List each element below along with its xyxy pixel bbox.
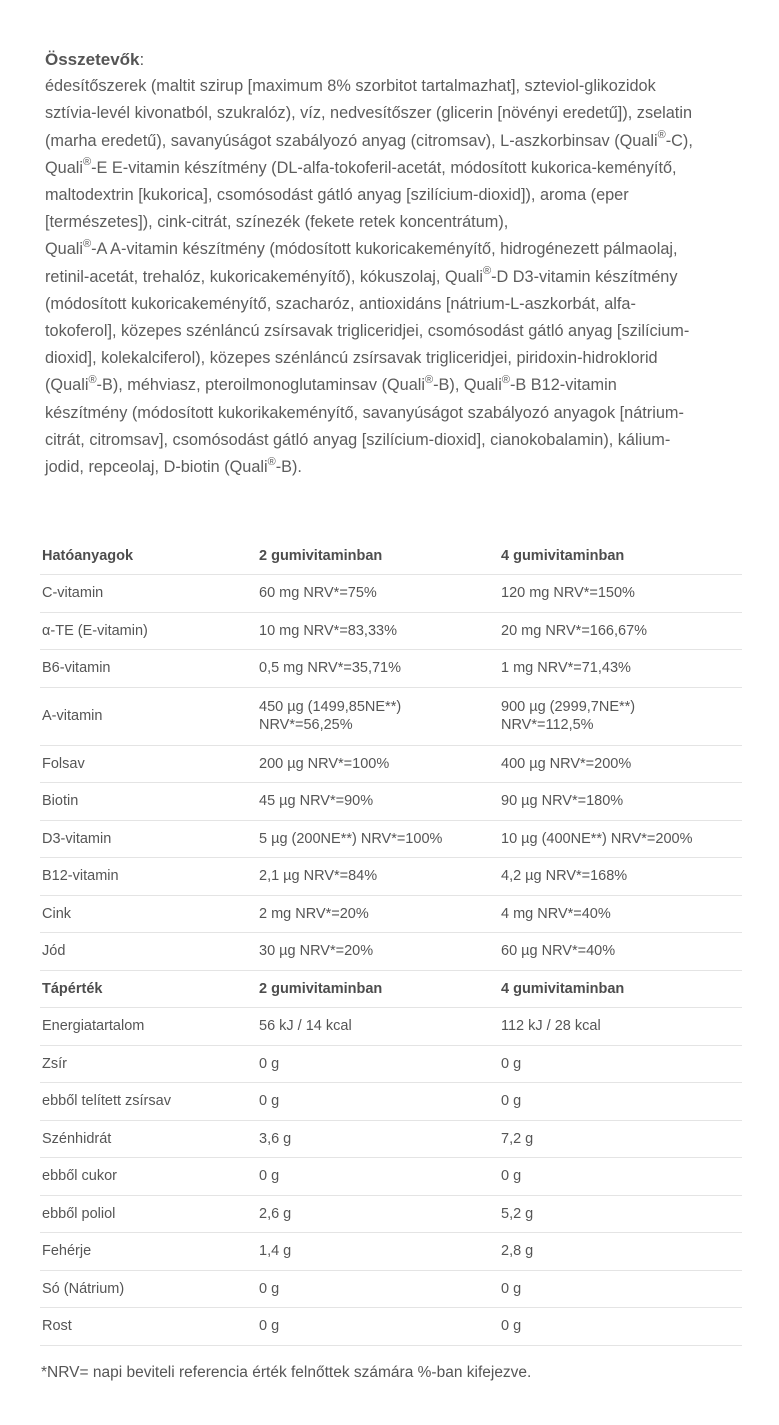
nutrient-name-cell: Energiatartalom xyxy=(40,1008,257,1046)
nutrient-name-cell: Biotin xyxy=(40,783,257,821)
ingredients-line xyxy=(45,291,745,318)
ingredients-heading-colon: : xyxy=(139,50,145,69)
ingredients-text-segment: [természetes]), cink-citrát, színezék (fekete retek koncentrátum), xyxy=(45,213,509,232)
ingredients-heading: Összetevők xyxy=(45,50,140,69)
registered-mark: ® xyxy=(501,374,510,387)
nutrient-name-cell: Cink xyxy=(40,895,257,933)
nutrient-value-cell: 1 mg NRV*=71,43% xyxy=(499,650,742,688)
nutrient-value-cell: 56 kJ / 14 kcal xyxy=(257,1008,499,1046)
nutrient-name-cell: ebből cukor xyxy=(40,1158,257,1196)
ingredients-text-segment: -B), Quali xyxy=(433,376,502,395)
nutrient-value-cell: 60 mg NRV*=75% xyxy=(257,575,499,613)
nutrient-value-cell: 0 g xyxy=(257,1308,499,1346)
ingredients-line xyxy=(45,73,745,100)
nutrient-value-cell: 4 gumivitaminban xyxy=(499,970,742,1008)
table-row xyxy=(40,1233,742,1271)
ingredients-line xyxy=(45,100,745,127)
nutrient-value-cell: 0 g xyxy=(499,1083,742,1121)
nutrient-value-cell: 4,2 µg NRV*=168% xyxy=(499,858,742,896)
ingredients-text-segment: Quali xyxy=(45,240,84,259)
nutrient-value-cell: 2,1 µg NRV*=84% xyxy=(257,858,499,896)
ingredients-line xyxy=(45,209,745,236)
table-row xyxy=(40,745,742,783)
ingredients-text-segment: (Quali xyxy=(45,376,89,395)
ingredients-text-segment: -C), xyxy=(665,131,693,150)
nutrient-value-cell: 2 mg NRV*=20% xyxy=(257,895,499,933)
ingredients-text xyxy=(45,73,745,481)
nutrient-value-cell: 0 g xyxy=(499,1270,742,1308)
registered-mark: ® xyxy=(83,156,92,169)
registered-mark: ® xyxy=(83,238,92,250)
nutrient-value-cell: 0,5 mg NRV*=35,71% xyxy=(257,650,499,688)
nutrient-value-cell: 0 g xyxy=(257,1270,499,1308)
nutrient-value-cell: 3,6 g xyxy=(257,1120,499,1158)
registered-mark: ® xyxy=(482,265,492,278)
table-row xyxy=(40,1120,742,1158)
ingredients-line xyxy=(45,345,745,372)
ingredients-text-segment: tokoferol], közepes szénláncú zsírsavak trigliceridjei, csomósodást gátló anyag [szilícium- xyxy=(45,322,690,341)
table-row xyxy=(40,1308,742,1346)
cell-line: 450 µg (1499,85NE**) xyxy=(259,699,402,715)
ingredients-line xyxy=(45,372,745,399)
cell-line: 900 µg (2999,7NE**) xyxy=(501,699,636,715)
nutrient-name-cell: Folsav xyxy=(40,745,257,783)
ingredients-line xyxy=(45,155,745,182)
nutrient-name-cell: Szénhidrát xyxy=(40,1120,257,1158)
nutrient-name-cell: B12-vitamin xyxy=(40,858,257,896)
nutrient-value-cell: 400 µg NRV*=200% xyxy=(499,745,742,783)
nutrient-value-cell: 112 kJ / 28 kcal xyxy=(499,1008,742,1046)
ingredients-text-segment: Quali xyxy=(45,158,84,177)
nutrient-value-cell: 0 g xyxy=(499,1158,742,1196)
table-row xyxy=(40,1158,742,1196)
nutrient-value-cell: 90 µg NRV*=180% xyxy=(499,783,742,821)
nutrient-value-cell: 200 µg NRV*=100% xyxy=(257,745,499,783)
ingredients-line xyxy=(45,182,745,209)
nutrient-value-cell: 20 mg NRV*=166,67% xyxy=(499,612,742,650)
nutrient-name-cell: Zsír xyxy=(40,1045,257,1083)
nutrient-value-cell: 0 g xyxy=(257,1045,499,1083)
table-header-row xyxy=(40,537,742,575)
table-header-row xyxy=(40,970,742,1008)
registered-mark: ® xyxy=(88,374,97,387)
ingredients-line xyxy=(45,128,745,155)
nutrient-value-cell: 10 mg NRV*=83,33% xyxy=(257,612,499,650)
nutrient-value-cell: 2,8 g xyxy=(499,1233,742,1271)
nutrient-value-cell xyxy=(499,687,742,745)
table-row xyxy=(40,858,742,896)
nutrient-value-cell: 2 gumivitaminban xyxy=(257,537,499,575)
nutrient-value-cell: 7,2 g xyxy=(499,1120,742,1158)
ingredients-line xyxy=(45,400,745,427)
ingredients-text-segment: dioxid], kolekalciferol), közepes szénláncú zsírsavak trigliceridjei, piridoxin-hidroklorid xyxy=(45,349,658,368)
nutrient-value-cell: 0 g xyxy=(499,1308,742,1346)
ingredients-text-segment: citrát, citromsav], csomósodást gátló anyag [szilícium-dioxid], cianokobalamin), kálium- xyxy=(45,430,671,449)
registered-mark: ® xyxy=(657,129,666,142)
table-row xyxy=(40,575,742,613)
ingredients-text-segment: édesítőszerek (maltit szirup [maximum 8% szorbitot tartalmazhat], szteviol-glikozidok xyxy=(45,77,656,96)
ingredients-text-segment: -A A-vitamin készítmény (módosított kukoricakeményítő, hidrogénezett pálmaolaj, xyxy=(91,240,678,259)
nutrient-value-cell: 10 µg (400NE**) NRV*=200% xyxy=(499,820,742,858)
ingredients-text-segment: -B B12-vitamin xyxy=(510,376,617,395)
nutrient-value-cell: 2 gumivitaminban xyxy=(257,970,499,1008)
table-row xyxy=(40,1195,742,1233)
ingredients-line xyxy=(45,318,745,345)
nutrient-value-cell: 5 µg (200NE**) NRV*=100% xyxy=(257,820,499,858)
nutrient-value-cell: 0 g xyxy=(257,1083,499,1121)
table-row xyxy=(40,687,742,745)
nutrient-name-cell: Hatóanyagok xyxy=(40,537,257,575)
nutrient-value-cell xyxy=(257,687,499,745)
ingredients-section xyxy=(45,46,745,481)
ingredients-text-segment: -B). xyxy=(275,458,302,477)
nutrient-value-cell: 0 g xyxy=(257,1158,499,1196)
registered-mark: ® xyxy=(425,374,434,387)
registered-mark: ® xyxy=(267,455,276,468)
nutrient-value-cell: 45 µg NRV*=90% xyxy=(257,783,499,821)
nutrient-name-cell: Só (Nátrium) xyxy=(40,1270,257,1308)
nutrient-value-cell: 60 µg NRV*=40% xyxy=(499,933,742,971)
nutrient-value-cell: 4 mg NRV*=40% xyxy=(499,895,742,933)
nutrient-value-cell: 30 µg NRV*=20% xyxy=(257,933,499,971)
cell-line: NRV*=56,25% xyxy=(259,717,353,733)
ingredients-line xyxy=(45,427,745,454)
table-row xyxy=(40,933,742,971)
nutrient-name-cell: A-vitamin xyxy=(40,687,257,745)
table-row xyxy=(40,612,742,650)
nutrient-name-cell: ebből telített zsírsav xyxy=(40,1083,257,1121)
ingredients-line xyxy=(45,236,745,263)
nutrient-name-cell: B6-vitamin xyxy=(40,650,257,688)
nutrient-value-cell: 120 mg NRV*=150% xyxy=(499,575,742,613)
nutrient-name-cell: Fehérje xyxy=(40,1233,257,1271)
ingredients-text-segment: készítmény (módosított kukorikakeményítő, savanyúságot szabályozó anyagok [nátrium- xyxy=(45,403,684,422)
ingredients-text-segment: retinil-acetát, trehalóz, kukoricakeményítő), kókuszolaj, Quali xyxy=(45,267,483,286)
table-row xyxy=(40,650,742,688)
nutrient-value-cell: 1,4 g xyxy=(257,1233,499,1271)
ingredients-text-segment: (marha eredetű), savanyúságot szabályozó anyag (citromsav), L-aszkorbinsav (Quali xyxy=(45,131,658,150)
nutrient-name-cell: C-vitamin xyxy=(40,575,257,613)
ingredients-heading-line xyxy=(45,46,745,73)
ingredients-text-segment: maltodextrin [kukorica], csomósodást gátló anyag [szilícium-dioxid]), aroma (eper xyxy=(45,186,629,205)
nutrient-name-cell: α-TE (E-vitamin) xyxy=(40,612,257,650)
nutrient-value-cell: 2,6 g xyxy=(257,1195,499,1233)
nutrient-name-cell: ebből poliol xyxy=(40,1195,257,1233)
cell-line: NRV*=112,5% xyxy=(501,717,594,733)
ingredients-line xyxy=(45,264,745,291)
nutrient-name-cell: D3-vitamin xyxy=(40,820,257,858)
nutrient-value-cell: 5,2 g xyxy=(499,1195,742,1233)
ingredients-text-segment: -D D3-vitamin készítmény xyxy=(491,267,678,286)
nutrient-name-cell: Jód xyxy=(40,933,257,971)
table-row xyxy=(40,1270,742,1308)
nrv-footnote: *NRV= napi beviteli referencia érték felnőttek számára %-ban kifejezve. xyxy=(41,1364,532,1381)
nutrient-name-cell: Rost xyxy=(40,1308,257,1346)
nutrient-value-cell: 4 gumivitaminban xyxy=(499,537,742,575)
table-row xyxy=(40,895,742,933)
ingredients-text-segment: jodid, repceolaj, D-biotin (Quali xyxy=(45,458,268,477)
ingredients-text-segment: -E E-vitamin készítmény (DL-alfa-tokoferil-acetát, módosított kukorica-keményítő, xyxy=(91,158,677,177)
nutrient-value-cell: 0 g xyxy=(499,1045,742,1083)
nutrient-name-cell: Tápérték xyxy=(40,970,257,1008)
ingredients-text-segment: sztívia-levél kivonatból, szukralóz), víz, nedvesítőszer (glicerin [növényi eredetű]), zselatin xyxy=(45,104,693,123)
ingredients-text-segment: -B), méhviasz, pteroilmonoglutaminsav (Quali xyxy=(96,376,426,395)
nutrition-table xyxy=(40,537,742,1346)
table-row xyxy=(40,1045,742,1083)
table-row xyxy=(40,783,742,821)
table-row xyxy=(40,820,742,858)
table-row xyxy=(40,1083,742,1121)
ingredients-line xyxy=(45,454,745,481)
table-row xyxy=(40,1008,742,1046)
ingredients-text-segment: (módosított kukoricakeményítő, szacharóz, antioxidáns [nátrium-L-aszkorbát, alfa- xyxy=(45,294,636,313)
